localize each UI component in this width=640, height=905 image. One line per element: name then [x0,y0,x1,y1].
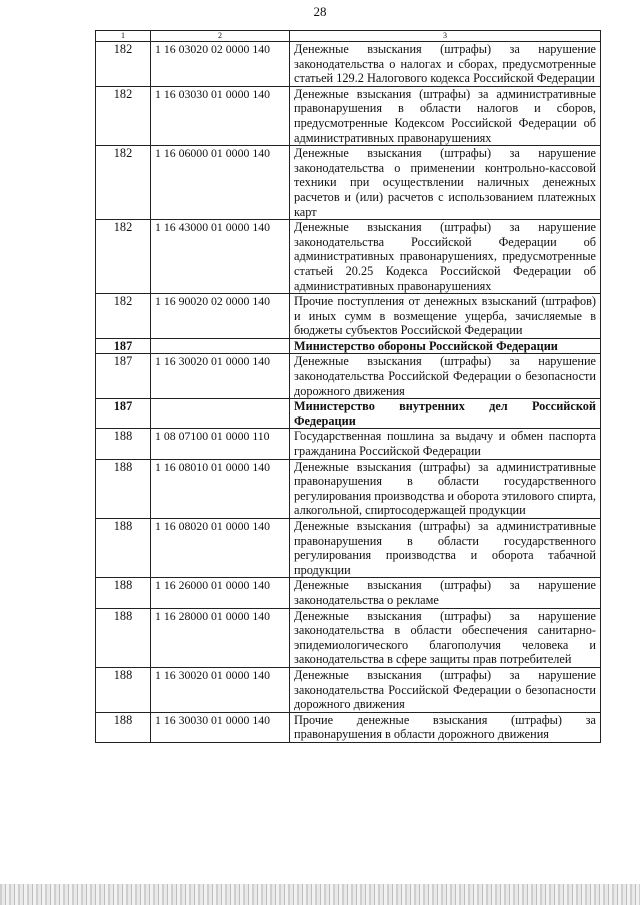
admin-code-cell: 187 [96,354,151,399]
table-row [96,459,601,518]
budget-code-cell: 1 08 07100 01 0000 110 [151,429,290,459]
budget-code-cell: 1 16 30020 01 0000 140 [151,667,290,712]
admin-code-cell: 182 [96,294,151,339]
budget-code-cell [151,399,290,429]
table-row [96,608,601,667]
budget-code-cell: 1 16 30020 01 0000 140 [151,354,290,399]
table-row [96,220,601,294]
admin-code-cell: 188 [96,667,151,712]
description-cell: Денежные взыскания (штрафы) за нарушение законодательства в области обеспечения санитарно-эпидемиологического благополучия человека и законодательства в сфере защиты прав потребителей [290,608,601,667]
admin-code-cell: 188 [96,519,151,578]
budget-code-cell: 1 16 43000 01 0000 140 [151,220,290,294]
admin-code-cell: 182 [96,220,151,294]
header-col-3: 3 [290,31,601,42]
description-cell: Прочие денежные взыскания (штрафы) за правонарушения в области дорожного движения [290,712,601,742]
table-row [96,578,601,608]
description-cell: Государственная пошлина за выдачу и обмен паспорта гражданина Российской Федерации [290,429,601,459]
admin-code-cell: 188 [96,578,151,608]
budget-code-cell: 1 16 06000 01 0000 140 [151,146,290,220]
budget-code-cell: 1 16 08010 01 0000 140 [151,459,290,518]
description-cell: Денежные взыскания (штрафы) за нарушение законодательства о применении контрольно-кассовой техники при осуществлении наличных денежных расчетов и (или) расчетов с использованием платежных карт [290,146,601,220]
table-row [96,354,601,399]
budget-code-cell: 1 16 03020 02 0000 140 [151,42,290,87]
table-row [96,294,601,339]
table-row [96,429,601,459]
description-cell: Денежные взыскания (штрафы) за административные правонарушения в области государственного регулирования производства и оборота этилового спирта, алкогольной, спиртосодержащей продукции [290,459,601,518]
budget-code-cell: 1 16 08020 01 0000 140 [151,519,290,578]
budget-classification-table [95,30,601,743]
budget-code-cell: 1 16 90020 02 0000 140 [151,294,290,339]
budget-code-cell: 1 16 26000 01 0000 140 [151,578,290,608]
table-row [96,86,601,145]
scan-edge-strip [0,884,640,905]
page-number: 28 [313,4,327,19]
table-row [96,42,601,87]
ministry-heading-row [96,338,601,354]
description-cell: Денежные взыскания (штрафы) за нарушение законодательства Российской Федерации о безопасности дорожного движения [290,667,601,712]
table-row [96,712,601,742]
description-cell: Денежные взыскания (штрафы) за нарушение законодательства Российской Федерации о безопасности дорожного движения [290,354,601,399]
admin-code-cell: 188 [96,608,151,667]
admin-code-cell: 182 [96,146,151,220]
admin-code-cell: 188 [96,459,151,518]
description-cell: Министерство внутренних дел Российской Федерации [290,399,601,429]
table-row [96,519,601,578]
header-col-1: 1 [96,31,151,42]
budget-code-cell: 1 16 28000 01 0000 140 [151,608,290,667]
description-cell: Прочие поступления от денежных взысканий (штрафов) и иных сумм в возмещение ущерба, зачисляемые в бюджеты субъектов Российской Федерации [290,294,601,339]
admin-code-cell: 182 [96,86,151,145]
admin-code-cell: 188 [96,712,151,742]
budget-code-cell [151,338,290,354]
budget-code-cell: 1 16 30030 01 0000 140 [151,712,290,742]
description-cell: Денежные взыскания (штрафы) за административные правонарушения в области государственного регулирования производства и оборота табачной продукции [290,519,601,578]
description-cell: Денежные взыскания (штрафы) за нарушение законодательства Российской Федерации об административных правонарушениях, предусмотренные статьей 20.25 Кодекса Российской Федерации об административных правонарушениях [290,220,601,294]
ministry-heading-row [96,399,601,429]
description-cell: Денежные взыскания (штрафы) за административные правонарушения в области налогов и сборов, предусмотренные Кодексом Российской Федерации об административных правонарушениях [290,86,601,145]
description-cell: Министерство обороны Российской Федерации [290,338,601,354]
table-row [96,667,601,712]
description-cell: Денежные взыскания (штрафы) за нарушение законодательства о рекламе [290,578,601,608]
admin-code-cell: 187 [96,338,151,354]
admin-code-cell: 187 [96,399,151,429]
table-row [96,146,601,220]
table-header-row [96,31,601,42]
header-col-2: 2 [151,31,290,42]
admin-code-cell: 188 [96,429,151,459]
budget-code-cell: 1 16 03030 01 0000 140 [151,86,290,145]
description-cell: Денежные взыскания (штрафы) за нарушение законодательства о налогах и сборах, предусмотренные статьей 129.2 Налогового кодекса Российской Федерации [290,42,601,87]
admin-code-cell: 182 [96,42,151,87]
